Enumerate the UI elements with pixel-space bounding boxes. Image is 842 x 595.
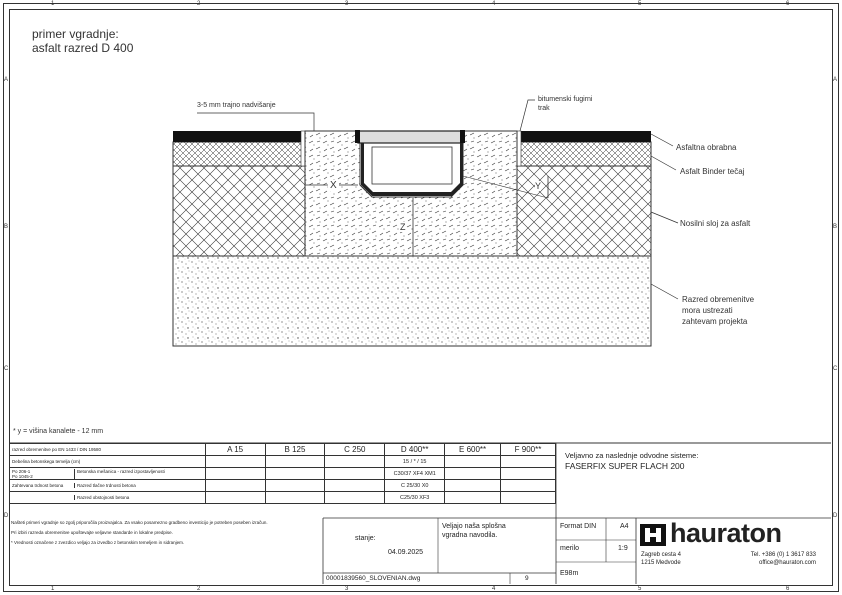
leader-subgrade — [651, 284, 678, 299]
label-subgrade-line-2: mora ustrezati — [682, 306, 733, 315]
grating-edge-right — [460, 130, 465, 143]
company-address — [641, 551, 681, 567]
label-dim-y: Y — [535, 181, 542, 191]
stamp-state-label: stanje: — [355, 535, 376, 542]
drawing-code: E98m — [560, 570, 579, 577]
company-email: office@hauraton.com — [758, 560, 816, 566]
spec-row-thickness — [10, 456, 556, 468]
stamp-filename: 00001839560_SLOVENIAN.dwg — [326, 575, 421, 582]
company-contact — [740, 551, 816, 567]
grating-edge-left — [355, 130, 360, 143]
class-e600: E 600** — [445, 444, 501, 456]
zone-col-6-top: 6 — [786, 1, 790, 7]
spec-table — [9, 443, 556, 504]
label-subgrade — [682, 294, 754, 327]
class-b125: B 125 — [265, 444, 325, 456]
spec-row-exposure-labels — [10, 468, 206, 480]
spec-row-exposure-value: C30/37 XF4 XM1 — [385, 468, 445, 480]
class-d400: D 400** — [385, 444, 445, 456]
spec-row-durability-value: C25/30 XF3 — [385, 492, 445, 504]
spec-row-durability — [10, 492, 556, 504]
zone-row-c-left: C — [4, 366, 9, 372]
stamp-instructions-line-2: vgradna navodila. — [442, 532, 498, 539]
binder-layer-right — [517, 142, 651, 166]
zone-row-d-right: D — [833, 513, 838, 519]
spec-row-thickness-label: Debelina betonskega temelja (cm) — [10, 456, 206, 468]
label-dim-x: X — [330, 180, 337, 191]
bitumen-strip-left — [301, 131, 305, 166]
stamp-date: 04.09.2025 — [388, 549, 424, 556]
zone-col-3-bottom: 3 — [345, 586, 349, 592]
format-label: Format DIN — [560, 523, 597, 530]
company-address-line-1: Zagreb cesta 4 — [641, 552, 682, 558]
label-subgrade-line-3: zahtevam projekta — [682, 317, 748, 326]
label-subgrade-line-1: Razred obremenitve — [682, 295, 755, 304]
spec-row-strength-label: Zahtevana trdnost betona — [10, 483, 75, 488]
zone-col-5-bottom: 5 — [638, 586, 642, 592]
spec-row-exposure — [10, 468, 556, 480]
hauraton-logo-mark — [640, 524, 666, 546]
bitumen-strip-right — [517, 131, 521, 166]
company-logo-text: hauraton — [670, 518, 782, 548]
zone-col-4-top: 4 — [492, 1, 496, 7]
company-phone: Tel. +386 (0) 1 3617 833 — [750, 552, 816, 558]
zone-col-4-bottom: 4 — [492, 586, 496, 592]
spec-row-exposure-desc: Betonska mešanica - razred izpostavljenosti — [77, 468, 165, 474]
zone-col-6-bottom: 6 — [786, 586, 790, 592]
stamp-instructions-line-1: Veljajo naša splošna — [442, 523, 506, 530]
company-address-line-2: 1215 Medvode — [641, 560, 681, 566]
class-a15: A 15 — [205, 444, 265, 456]
label-dim-z: Z — [400, 222, 406, 232]
note-3: * Vrednosti označene z zvezdico veljajo za izvedbo z betonskim temeljem in sidranjem. — [11, 540, 185, 545]
label-base-layer: Nosilni sloj za asfalt — [680, 219, 751, 228]
spec-header-label: razred obremenitve po EN 1433 / DIN 19580 — [10, 444, 206, 456]
label-overlap: 3-5 mm trajno nadvišanje — [197, 102, 276, 109]
zone-row-b-right: B — [833, 224, 838, 230]
spec-header-row — [10, 444, 556, 456]
wear-course-right — [517, 131, 651, 142]
zone-row-a-right: A — [833, 77, 838, 83]
leader-asphalt-binder — [651, 156, 676, 170]
scale-value: 1:9 — [618, 545, 628, 552]
validity-line-1: Veljavno za naslednje odvodne sisteme: — [565, 451, 699, 460]
spec-std-b: Po 1045-2 — [12, 473, 33, 479]
spec-row-thickness-value: 15 / * / 15 — [385, 456, 445, 468]
spec-row-strength-desc: Razred tlačne trdnosti betona — [77, 483, 136, 488]
zone-col-2-top: 2 — [197, 1, 201, 7]
title-line-2: asfalt razred D 400 — [32, 41, 134, 55]
zone-row-c-right: C — [833, 366, 838, 372]
zone-col-3-top: 3 — [345, 1, 349, 7]
zone-row-b-left: B — [4, 224, 9, 230]
zone-col-5-top: 5 — [638, 1, 642, 7]
validity-block — [565, 451, 698, 471]
spec-row-durability-desc: Razred obstojnosti betona — [77, 495, 130, 500]
label-bitumen-line-2: trak — [538, 105, 550, 112]
base-layer-left — [173, 166, 305, 256]
leader-asphalt-wear — [651, 134, 673, 146]
format-value: A4 — [620, 523, 629, 530]
label-asphalt-wear: Asfaltna obrabna — [676, 143, 737, 152]
zone-row-a-left: A — [4, 77, 9, 83]
label-bitumen-line-1: bitumenski fugirni — [538, 96, 593, 103]
scale-label: merilo — [560, 545, 580, 552]
label-asphalt-binder: Asfalt Binder tečaj — [680, 167, 745, 176]
zone-col-2-bottom: 2 — [197, 586, 201, 592]
leader-base-layer — [651, 212, 678, 223]
stamp-sheet: 9 — [525, 575, 529, 582]
installation-notes — [11, 520, 319, 546]
note-2: Pri izbiri razreda obremenitve upoštevajte veljavne standarde in lokalne predpise. — [11, 530, 173, 535]
zone-col-1-bottom: 1 — [51, 586, 55, 592]
spec-row-strength-value: C 25/30 X0 — [385, 480, 445, 492]
class-f900: F 900** — [501, 444, 556, 456]
note-1: Našteti primeri vgradnje so zgolj priporočila proizvajalca. Za vsako posamezno gradbeno investicijo je potreben poseben izračun. — [11, 520, 268, 525]
wear-course-left — [173, 131, 305, 142]
leader-overlap — [197, 113, 314, 131]
class-c250: C 250 — [325, 444, 385, 456]
stamp-instructions — [442, 522, 506, 540]
subgrade-layer — [173, 256, 651, 346]
title-line-1: primer vgradnje: — [32, 27, 119, 41]
label-bitumen — [538, 95, 592, 113]
channel-interior — [372, 147, 452, 184]
spec-std-a: Po 206-1 — [12, 468, 31, 474]
channel-grating — [358, 131, 463, 143]
footnote: * y = višina kanalete - 12 mm — [13, 428, 104, 435]
zone-col-1-top: 1 — [51, 1, 55, 7]
base-layer-right — [517, 166, 651, 256]
validity-system: FASERFIX SUPER FLACH 200 — [565, 461, 685, 471]
spec-row-strength — [10, 480, 556, 492]
binder-layer-left — [173, 142, 305, 166]
leader-bitumen — [520, 100, 535, 131]
zone-row-d-left: D — [4, 513, 9, 519]
